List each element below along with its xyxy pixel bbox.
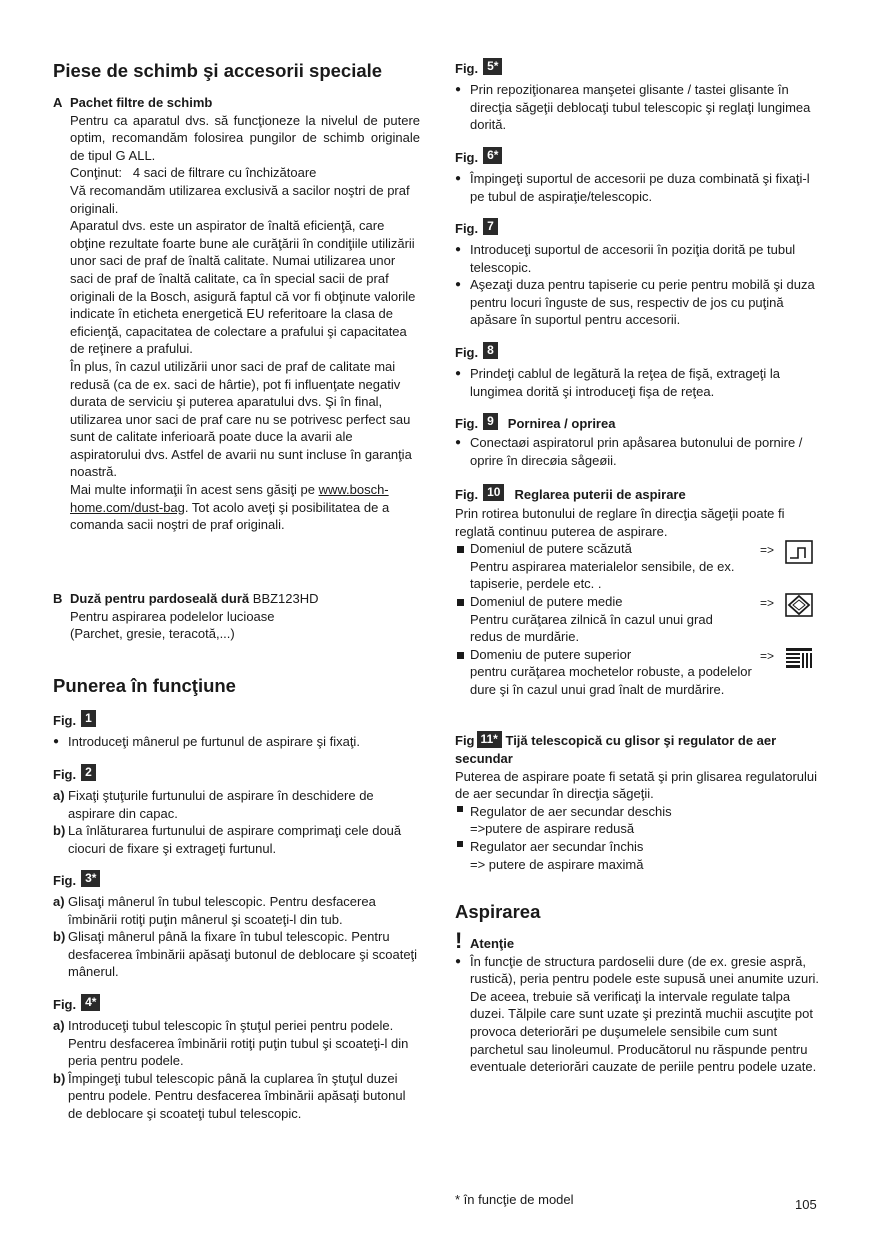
item-b-model: BBZ123HD bbox=[249, 591, 319, 606]
item-b-letter: B bbox=[53, 591, 63, 606]
power-low bbox=[455, 540, 745, 593]
fig11-label: Fig bbox=[455, 733, 475, 748]
fig7-bullet-1: ● Introduceţi suportul de accesorii în poziţia dorită pe tubul telescopic. bbox=[455, 241, 823, 276]
fig1-badge: 1 bbox=[81, 710, 96, 727]
item-a bbox=[53, 94, 420, 534]
fig1-bullet: ● Introduceţi mânerul pe furtunul de aspirare şi fixaţi. bbox=[53, 733, 420, 751]
fig4-b-text: Împingeţi tubul telescopic până la cuplarea în ştuţul duzei pentru podele. Pentru desfacerea îmbinării apăsaţi butonul de deblocare şi scoateţi tubul telescopic. bbox=[68, 1070, 406, 1121]
power-high-icon bbox=[785, 646, 813, 670]
fig-label: Fig. bbox=[455, 416, 479, 432]
fig9-title: Pornirea / oprirea bbox=[507, 416, 616, 432]
fig11-badge: 11* bbox=[477, 731, 502, 748]
section-title-startup: Punerea în funcţiune bbox=[53, 675, 236, 696]
fig6-badge: 6* bbox=[483, 147, 502, 164]
fig2-a-text: Fixaţi ştuţurile furtunului de aspirare în deschidere de aspirare din capac. bbox=[68, 788, 374, 821]
power-medium bbox=[455, 593, 745, 646]
fig-label: Fig. bbox=[53, 873, 77, 889]
warning-icon: ! bbox=[455, 928, 463, 953]
fig2-a-label: a) bbox=[53, 788, 65, 803]
fig3-a-text: Glisaţi mânerul în tubul telescopic. Pentru desfacerea îmbinării rotiţi puţin mânerul şi scoateţi-l din tub. bbox=[68, 894, 376, 927]
fig2-b-label: b) bbox=[53, 823, 66, 839]
air-open bbox=[455, 803, 823, 838]
power-medium-text: Pentru curăţarea zilnică în cazul unui grad redus de murdărie. bbox=[470, 611, 713, 645]
fig7-bullet-2: ● Aşezaţi duza pentru tapiserie cu perie pentru mobilă şi duza pentru locuri înguste de sus, respectiv de jos cu puţină apăsare în suportul pentru accesorii. bbox=[455, 276, 823, 329]
power-high-arrow: => bbox=[760, 649, 775, 663]
fig-label: Fig. bbox=[53, 767, 77, 783]
fig8-bullet: ● Prindeţi cablul de legătură la reţea de fişă, extrageţi la lungimea dorită şi introduceţi fişa de reţea. bbox=[455, 365, 823, 400]
power-medium-title: Domeniul de putere medie bbox=[470, 593, 623, 609]
fig3-a bbox=[53, 893, 420, 928]
item-a-heading: Pachet filtre de schimb bbox=[70, 95, 213, 110]
item-a-p3: Aparatul dvs. este un aspirator de înaltă eficienţă, care obţine rezultate foarte bune ale curăţării în condiţiile utilizării unor saci de praf de înaltă calitate. Numai utilizarea unor saci de praf de înaltă calitate, ca în special sacii de praf originali de la Bosch, asigură faptul că vor fi obţinute valorile indicate în eticheta energetică EU referitoare la clasa de eficienţă, capacitatea de colectare a prafului şi capacitatea de reţinere a prafului. bbox=[70, 218, 416, 357]
fig6-block bbox=[455, 147, 823, 205]
section-title-spare-parts: Piese de schimb şi accesorii speciale bbox=[53, 60, 383, 81]
item-b-heading: Duză pentru pardoseală dură bbox=[70, 591, 250, 606]
fig9-block bbox=[455, 413, 823, 469]
fig1-block bbox=[53, 710, 420, 751]
fig10-badge: 10 bbox=[483, 484, 504, 501]
fig3-b-label: b) bbox=[53, 929, 66, 945]
fig8-badge: 8 bbox=[483, 342, 498, 359]
fig-label: Fig. bbox=[455, 487, 479, 503]
item-a-letter: A bbox=[53, 95, 63, 110]
air-closed-title: Regulator aer secundar închis bbox=[470, 838, 644, 854]
fig11-block bbox=[455, 732, 823, 873]
fig4-block bbox=[53, 994, 420, 1123]
fig4-a-label: a) bbox=[53, 1018, 65, 1033]
fig-label: Fig. bbox=[455, 221, 479, 237]
power-medium-arrow: => bbox=[760, 596, 775, 610]
item-a-p5-block bbox=[70, 481, 420, 534]
power-medium-icon bbox=[785, 593, 813, 617]
fig2-a bbox=[53, 787, 420, 822]
fig2-block bbox=[53, 764, 420, 857]
item-a-p5: Mai multe informaţii în acest sens găsiţi pe bbox=[70, 482, 315, 498]
fig-label: Fig. bbox=[53, 713, 77, 729]
fig5-badge: 5* bbox=[483, 58, 502, 75]
warning-title: Atenţie bbox=[470, 936, 515, 951]
fig-label: Fig. bbox=[455, 150, 479, 166]
item-b-line2: (Parchet, gresie, teracotă,...) bbox=[70, 626, 235, 642]
fig2-b-text: La înlăturarea furtunului de aspirare comprimaţi cele două ciocuri de fixare şi extrageţi furtunul. bbox=[68, 823, 402, 856]
fig7-block bbox=[455, 218, 823, 329]
item-a-p6: . Tot acolo aveţi şi posibilitatea de a comanda sacii noştri de praf originali. bbox=[70, 499, 390, 533]
item-b bbox=[53, 590, 420, 643]
fig5-block bbox=[455, 58, 823, 134]
fig11-intro: Puterea de aspirare poate fi setată şi prin glisarea regulatorului de aer secundar în direcţia săgeţii. bbox=[455, 768, 818, 802]
air-open-text: =>putere de aspirare redusă bbox=[470, 821, 635, 837]
fig5-bullet: ● Prin repoziţionarea manşetei glisante / tastei glisante în direcţia săgeţii deblocaţi tubul telescopic şi reglaţi lungimea dorită. bbox=[455, 81, 823, 134]
item-a-p2: Vă recomandăm utilizarea exclusivă a sacilor noştri de praf originali. bbox=[70, 182, 410, 216]
fig10-intro: Prin rotirea butonului de reglare în direcţia săgeţii poate fi reglată continuu puterea de aspirare. bbox=[455, 506, 785, 539]
item-a-p1: Pentru ca aparatul dvs. să funcţioneze la nivelul de putere optim, recomandăm folosirea pungilor de schimb originale de tipul G ALL. bbox=[70, 112, 420, 163]
fig7-badge: 7 bbox=[483, 218, 498, 235]
fig3-b-text: Glisaţi mânerul până la fixare în tubul telescopic. Pentru desfacerea îmbinării apăsaţi butonul de deblocare şi scoateţi mânerul. bbox=[68, 929, 418, 980]
fig-label: Fig. bbox=[53, 997, 77, 1013]
fig-label: Fig. bbox=[455, 61, 479, 77]
power-low-title: Domeniul de putere scăzută bbox=[470, 541, 632, 557]
power-low-icon bbox=[785, 540, 813, 564]
fig3-block bbox=[53, 870, 420, 981]
fig11-title: Tijă telescopică cu glisor şi regulator de aer secundar bbox=[455, 733, 777, 766]
fig2-badge: 2 bbox=[81, 764, 96, 781]
fig9-badge: 9 bbox=[483, 413, 498, 430]
item-a-contents: Conţinut: 4 saci de filtrare cu închizătoare bbox=[70, 165, 317, 181]
item-b-line1: Pentru aspirarea podelelor lucioase bbox=[70, 608, 275, 624]
dust-bag-link[interactable]: www.bosch-home.com/dust-bag bbox=[70, 482, 389, 515]
fig4-a bbox=[53, 1017, 420, 1070]
power-low-arrow: => bbox=[760, 543, 775, 557]
fig10-block bbox=[455, 484, 823, 699]
fig3-b bbox=[53, 928, 420, 981]
air-closed bbox=[455, 838, 823, 873]
warning-block bbox=[455, 928, 823, 1076]
fig3-badge: 3* bbox=[81, 870, 100, 887]
warning bbox=[455, 928, 823, 1076]
fig2-b bbox=[53, 822, 420, 857]
air-closed-text: => putere de aspirare maximă bbox=[470, 856, 644, 872]
fig4-a-text: Introduceţi tubul telescopic în ştuţul periei pentru podele. Pentru desfacerea îmbinării rotiţi puţin tubul şi scoateţi-l din peria pentru podele. bbox=[68, 1018, 409, 1069]
fig9-bullet: ● Conectaøi aspiratorul prin apåsarea butonului de pornire / oprire în direcøia sågeøii. bbox=[455, 434, 823, 469]
footnote: * în funcţie de model bbox=[455, 1192, 574, 1207]
item-a-p4: În plus, în cazul utilizării unor saci de praf de calitate mai redusă (ca de ex. saci de hârtie), pot fi influenţate negativ durata de serviciu şi puterea aparatului dvs. Şi în final, utilizarea unor saci de praf care nu se potrivesc perfect sau sunt de calitate inferioară poate duce la avarii ale aspiratorului dvs. Astfel de avarii nu sunt incluse în garanţia noastră. bbox=[70, 358, 412, 480]
fig4-badge: 4* bbox=[81, 994, 100, 1011]
fig8-block bbox=[455, 342, 823, 400]
power-high-text: pentru curăţarea mochetelor robuste, a podelelor dure şi în cazul unui grad înalt de murdărire. bbox=[470, 664, 752, 697]
fig10-title: Reglarea puterii de aspirare bbox=[514, 487, 686, 503]
air-open-title: Regulator de aer secundar deschis bbox=[470, 803, 672, 819]
warning-text: ● În funcţie de structura pardoselii dure (de ex. gresie aspră, rustică), peria pentru podele este supusă unei anumite uzuri. De aceea, trebuie să verificaţi la intervale regulate talpa duzei. Tălpile care sunt uzate şi prezintă muchii ascuţite pot provoca deteriorări pe duşumelele sensibile cum sunt parchetul sau linoleumul. Producătorul nu răspunde pentru eventuale deteriorări cauzate de periile pentru podele uzate. bbox=[455, 953, 823, 1076]
fig4-b bbox=[53, 1070, 420, 1123]
power-high bbox=[455, 646, 760, 699]
fig6-bullet: ● Împingeţi suportul de accesorii pe duza combinată şi fixaţi-l pe tubul de aspiraţie/telescopic. bbox=[455, 170, 823, 205]
fig4-b-label: b) bbox=[53, 1070, 66, 1086]
fig3-a-label: a) bbox=[53, 894, 65, 909]
fig-label: Fig. bbox=[455, 345, 479, 361]
page-number: 105 bbox=[795, 1197, 817, 1212]
power-high-title: Domeniu de putere superior bbox=[470, 646, 632, 662]
section-title-vacuuming: Aspirarea bbox=[455, 901, 541, 922]
power-low-text: Pentru aspirarea materialelor sensibile, de ex. tapiserie, perdele etc. . bbox=[470, 558, 735, 592]
